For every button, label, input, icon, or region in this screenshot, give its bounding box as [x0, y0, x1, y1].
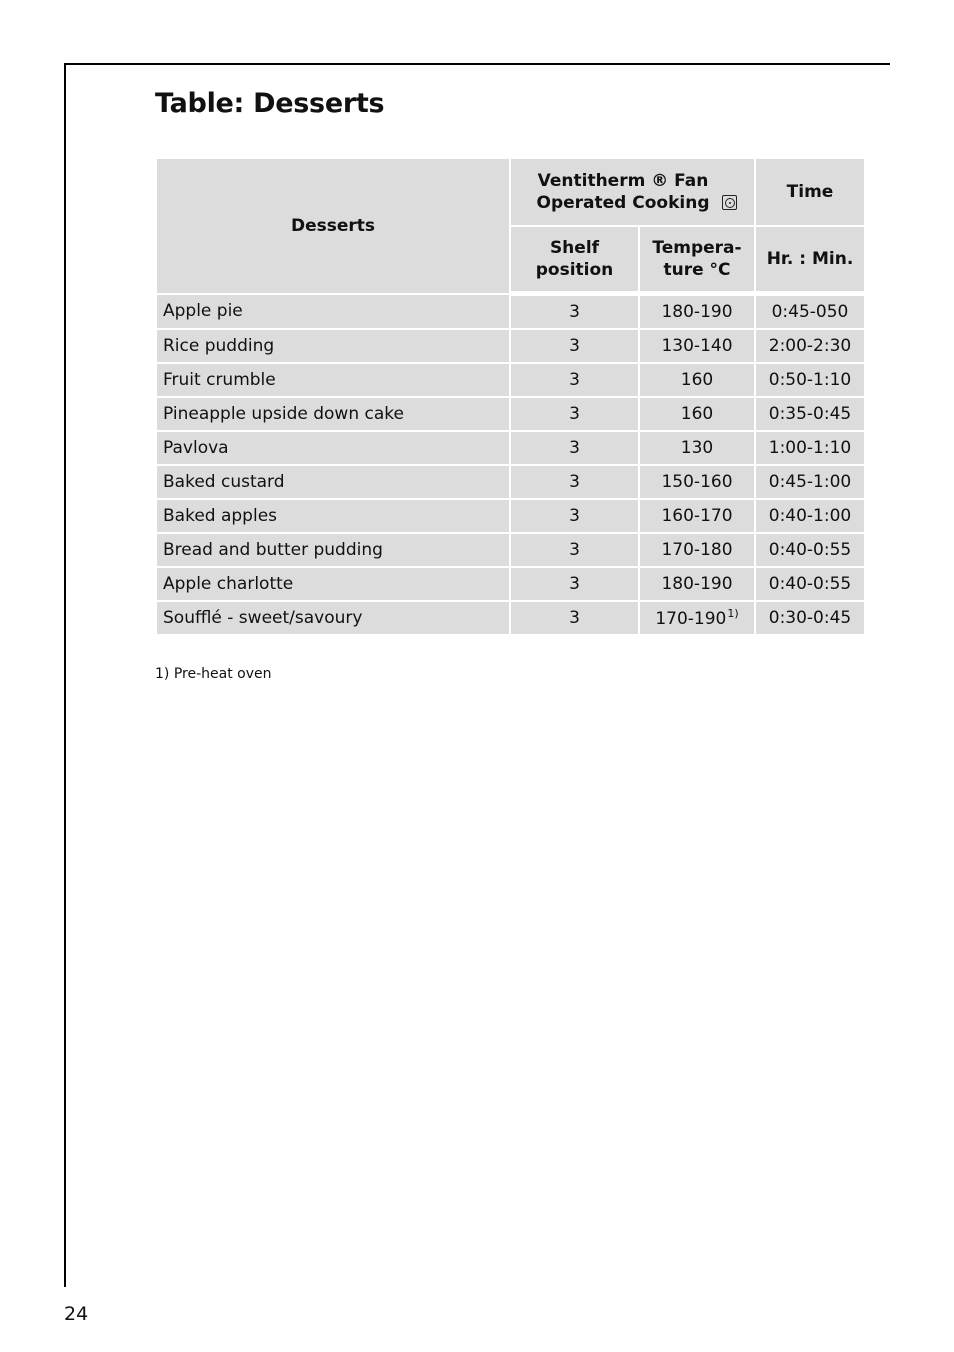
cooking-time: 0:40-0:55 [755, 533, 865, 567]
table-row [156, 601, 865, 635]
page-title: Table: Desserts [155, 88, 385, 119]
temperature: 170-180 [639, 533, 755, 567]
shelf-position: 3 [510, 329, 639, 363]
header-temperature [639, 226, 755, 294]
cooking-time: 0:40-1:00 [755, 499, 865, 533]
cooking-time: 0:35-0:45 [755, 397, 865, 431]
temperature: 180-190 [639, 294, 755, 330]
temperature: 160 [639, 397, 755, 431]
shelf-position: 3 [510, 567, 639, 601]
cooking-time: 0:30-0:45 [755, 601, 865, 635]
cooking-time: 0:40-0:55 [755, 567, 865, 601]
table-row [156, 499, 865, 533]
dessert-name: Baked custard [156, 465, 510, 499]
table-row [156, 363, 865, 397]
temperature [639, 601, 755, 635]
table-row [156, 431, 865, 465]
shelf-position: 3 [510, 363, 639, 397]
header-fan-cooking [510, 158, 755, 226]
table-row [156, 533, 865, 567]
temperature: 130-140 [639, 329, 755, 363]
shelf-position: 3 [510, 431, 639, 465]
header-temperature-label: Tempera- ture °C [652, 238, 742, 280]
dessert-name: Baked apples [156, 499, 510, 533]
header-time-unit: Hr. : Min. [755, 226, 865, 294]
footnote-marker: 1) [727, 607, 739, 620]
dessert-name: Apple pie [156, 294, 510, 330]
header-fan-cooking-label: Ventitherm ® Fan Operated Cooking [536, 171, 710, 213]
table-row [156, 465, 865, 499]
dessert-name: Pavlova [156, 431, 510, 465]
fan-oven-icon [722, 195, 737, 210]
shelf-position: 3 [510, 601, 639, 635]
dessert-name: Pineapple upside down cake [156, 397, 510, 431]
cooking-time: 0:45-050 [755, 294, 865, 330]
shelf-position: 3 [510, 465, 639, 499]
dessert-name: Bread and butter pudding [156, 533, 510, 567]
shelf-position: 3 [510, 533, 639, 567]
header-time: Time [755, 158, 865, 226]
cooking-time: 0:45-1:00 [755, 465, 865, 499]
footnote: 1) Pre-heat oven [155, 666, 272, 682]
header-shelf-label: Shelf position [535, 238, 614, 280]
dessert-name: Fruit crumble [156, 363, 510, 397]
header-desserts: Desserts [156, 158, 510, 294]
dessert-name: Rice pudding [156, 329, 510, 363]
shelf-position: 3 [510, 294, 639, 330]
header-shelf-position [510, 226, 639, 294]
temperature: 180-190 [639, 567, 755, 601]
temperature: 160 [639, 363, 755, 397]
cooking-time: 0:50-1:10 [755, 363, 865, 397]
temperature: 130 [639, 431, 755, 465]
desserts-table [155, 157, 866, 636]
cooking-time: 2:00-2:30 [755, 329, 865, 363]
dessert-name: Apple charlotte [156, 567, 510, 601]
table-row [156, 329, 865, 363]
temperature: 150-160 [639, 465, 755, 499]
table-row [156, 397, 865, 431]
page-left-rule [64, 63, 66, 1287]
temperature-value: 170-190 [655, 609, 727, 629]
shelf-position: 3 [510, 397, 639, 431]
table-row [156, 294, 865, 330]
header-row-1 [156, 158, 865, 226]
dessert-name: Soufflé - sweet/savoury [156, 601, 510, 635]
temperature: 160-170 [639, 499, 755, 533]
cooking-time: 1:00-1:10 [755, 431, 865, 465]
page-top-rule [64, 63, 890, 65]
table-row [156, 567, 865, 601]
shelf-position: 3 [510, 499, 639, 533]
page-number: 24 [64, 1303, 89, 1325]
